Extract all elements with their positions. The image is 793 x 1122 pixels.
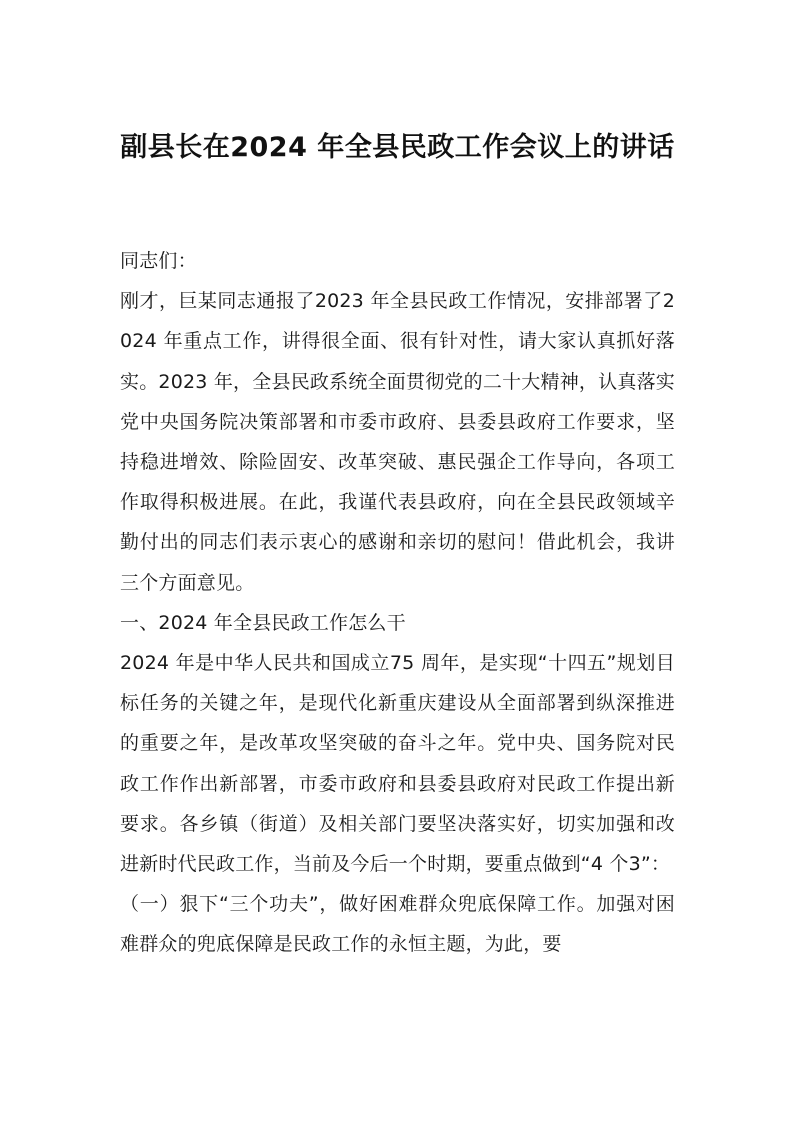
- section-heading-1: 一、2024 年全县民政工作怎么干: [120, 611, 406, 634]
- document-title: 副县长在2024 年全县民政工作会议上的讲话: [120, 132, 675, 163]
- salutation: 同志们：: [120, 250, 197, 272]
- subsection-heading-1: （一）狠下“三个功夫”，做好困难群众兜底保障工作。加强对困难群众的兜底保障是民政工作的永恒主题，为此，要: [120, 893, 675, 956]
- document-body: [120, 241, 675, 965]
- paragraph-opening: 刚才，巨某同志通报了2023 年全县民政工作情况，安排部署了2024 年重点工作，讲得很全面、很有针对性，请大家认真抓好落实。2023 年，全县民政系统全面贯彻党的二十大精神，认真落实党中央国务院决策部署和市委市政府、县委县政府工作要求，坚持稳进增效、除险固安、改革突破、惠民强企工作导向，各项工作取得积极进展。在此，我谨代表县政府，向在全县民政领域辛勤付出的同志们表示衷心的感谢和亲切的慰问！借此机会，我讲三个方面意见。: [120, 290, 675, 594]
- paragraph-section-1: 2024 年是中华人民共和国成立75 周年，是实现“十四五”规划目标任务的关键之年，是现代化新重庆建设从全面部署到纵深推进的重要之年，是改革攻坚突破的奋斗之年。党中央、国务院对民政工作作出新部署，市委市政府和县委县政府对民政工作提出新要求。各乡镇（街道）及相关部门要坚决落实好，切实加强和改进新时代民政工作，当前及今后一个时期，要重点做到“4 个3”：: [120, 652, 675, 876]
